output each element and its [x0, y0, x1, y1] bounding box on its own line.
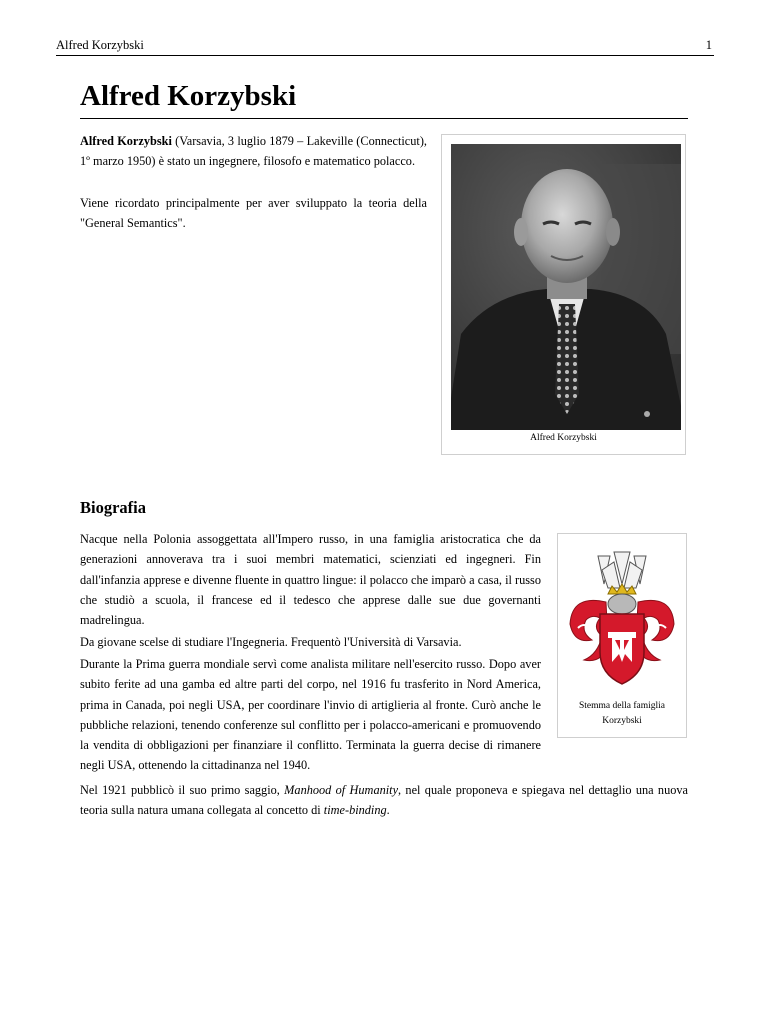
- book-title: Manhood of Humanity: [284, 783, 399, 797]
- coat-of-arms-box: [557, 533, 687, 738]
- biography-paragraph-4: [80, 780, 688, 821]
- intro-text: (Varsavia, 3 luglio 1879 – Lakeville (Connecticut), 1º marzo 1950) è stato un ingegnere, filosofo e matematico polacco.: [80, 134, 427, 169]
- section-heading-biografia: Biografia: [80, 498, 146, 517]
- running-header: [56, 37, 714, 56]
- portrait-photo: [451, 144, 681, 430]
- portrait-caption: Alfred Korzybski: [530, 433, 597, 443]
- page-number: 1: [705, 38, 712, 52]
- para4-text-c: .: [386, 803, 390, 818]
- para4-text-a: Nel 1921 pubblicò il suo primo saggio,: [80, 783, 285, 797]
- page-title: Alfred Korzybski: [80, 76, 688, 119]
- running-title: Alfred Korzybski: [56, 38, 144, 52]
- coat-of-arms-icon: [562, 544, 682, 694]
- intro-bold-name: Alfred Korzybski: [80, 134, 172, 148]
- intro-paragraph-2: Viene ricordato principalmente per aver sviluppato la teoria della "General Semantics".: [80, 196, 427, 231]
- infobox: [441, 134, 686, 455]
- term-time-binding: time-binding: [323, 803, 387, 818]
- biography-paragraph-1: Nacque nella Polonia assoggettata all'Impero russo, in una famiglia aristocratica che da generazioni annoverava tra i suoi membri matematici, scienziati ed ingegneri. Fin dall'infanzia apprese e divenne fluente in quattro lingue: il polacco che imparò a casa, il russo che studiò a scuola, il francese ed il tedesco che apprese dalle sue due governanti madrelingua.: [80, 532, 541, 628]
- biography-paragraph-2: Da giovane scelse di studiare l'Ingegneria. Frequentò l'Università di Varsavia.: [80, 635, 462, 649]
- intro-paragraph: [80, 131, 427, 172]
- coat-of-arms-caption: Stemma della famiglia Korzybski: [578, 701, 665, 726]
- biography-paragraph-3: Durante la Prima guerra mondiale servì come analista militare nell'esercito russo. Dopo aver subito ferite ad una gamba ed altre parti del corpo, nel 1916 fu trasferito in Nord America, prima in Canada, poi negli USA, per coordinare l'invio di artiglieria al fronte. Curò anche le pubbliche relazioni, tenendo conferenze sul conflitto per i polacco-americani e promuovendo la vendita di obbligazioni per finanziare il conflitto. Terminata la guerra decise di rimanere negli USA, ottenendo la cittadinanza nel 1940.: [80, 657, 541, 773]
- para4-text-b: , nel quale proponeva e spiegava nel dettaglio una nuova teoria sulla natura umana collegata al concetto di: [80, 783, 688, 818]
